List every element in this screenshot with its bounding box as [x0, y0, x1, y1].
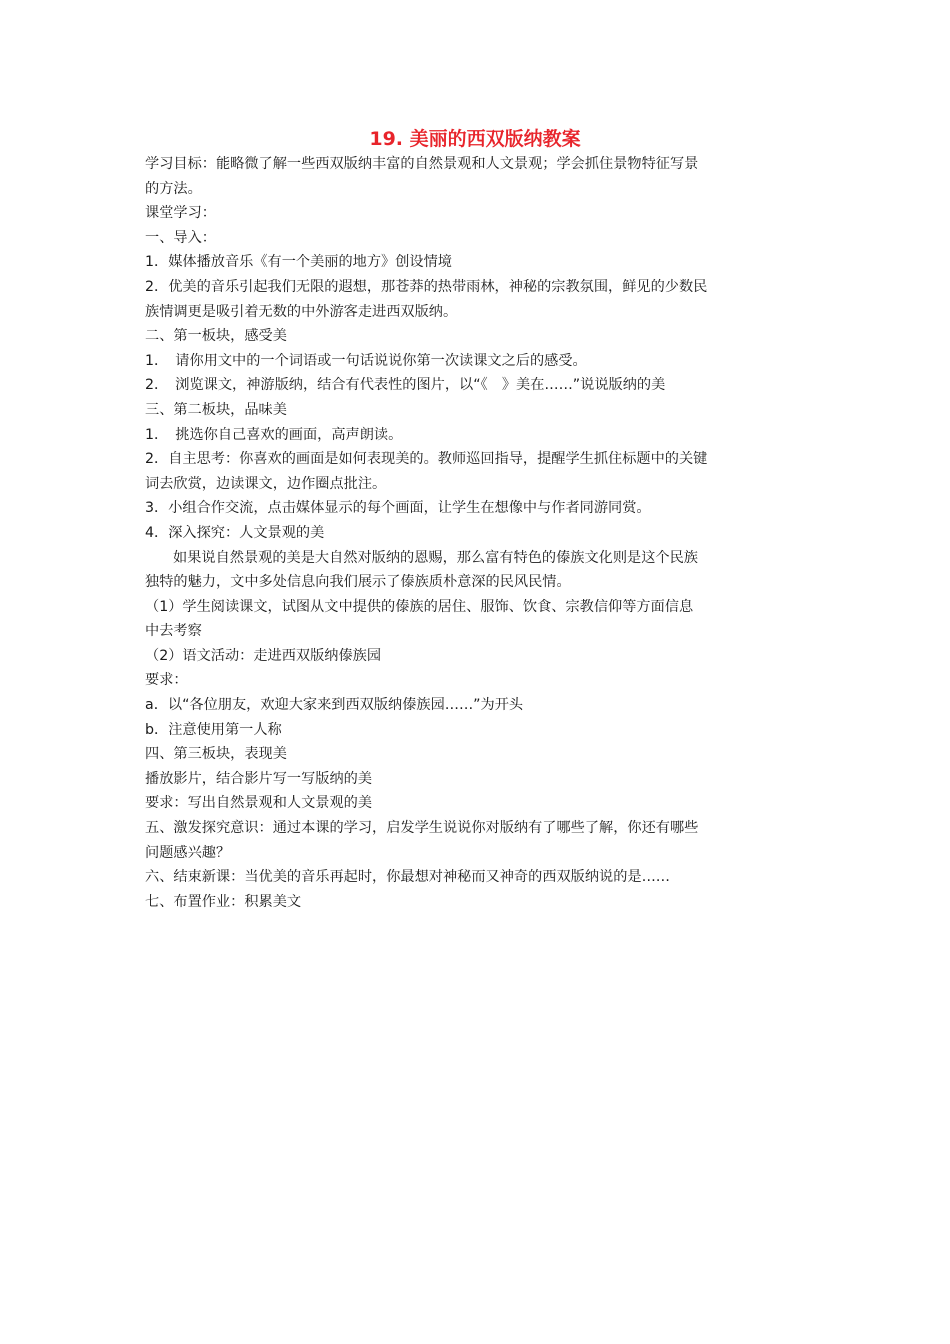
body-line: （2）语文活动：走进西双版纳傣族园 [145, 647, 382, 664]
body-line: 七、布置作业：积累美文 [145, 893, 302, 910]
body-line: 播放影片，结合影片写一写版纳的美 [145, 770, 373, 787]
body-line: a．以“各位朋友，欢迎大家来到西双版纳傣族园……”为开头 [145, 697, 524, 714]
section-heading: 四、第三板块，表现美 [145, 746, 287, 763]
body-line: 族情调更是吸引着无数的中外游客走进西双版纳。 [145, 303, 458, 320]
document-title: 19. 美丽的西双版纳教案 [369, 128, 581, 150]
body-line: 词去欣赏，边读课文，边作圈点批注。 [145, 475, 387, 492]
section-heading: 一、导入： [145, 229, 216, 246]
body-line: 1． 请你用文中的一个词语或一句话说说你第一次读课文之后的感受。 [145, 352, 587, 369]
body-line: 1．媒体播放音乐《有一个美丽的地方》创设情境 [145, 254, 452, 271]
body-line: 六、结束新课：当优美的音乐再起时，你最想对神秘而又神奇的西双版纳说的是…… [145, 869, 670, 886]
body-line: 3．小组合作交流，点击媒体显示的每个画面，让学生在想像中与作者同游同赏。 [145, 500, 651, 517]
body-line: 学习目标：能略微了解一些西双版纳丰富的自然景观和人文景观；学会抓住景物特征写景 [145, 156, 699, 172]
body-line: 2．自主思考：你喜欢的画面是如何表现美的。教师巡回指导，提醒学生抓住标题中的关键 [145, 451, 708, 468]
section-heading: 三、第二板块，品味美 [145, 401, 287, 418]
body-line: 1． 挑选你自己喜欢的画面，高声朗读。 [145, 426, 403, 443]
body-paragraph-indented: 如果说自然景观的美是大自然对版纳的恩赐，那么富有特色的傣族文化则是这个民族 [173, 549, 698, 566]
body-line: （1）学生阅读课文，试图从文中提供的傣族的居住、服饰、饮食、宗教信仰等方面信息 [145, 598, 694, 615]
section-heading: 课堂学习： [145, 205, 216, 222]
body-line: 的方法。 [145, 180, 202, 197]
body-line: 4．深入探究：人文景观的美 [145, 524, 325, 541]
body-line: b．注意使用第一人称 [145, 721, 282, 738]
body-line: 2． 浏览课文，神游版纳，结合有代表性的图片，以“《 》美在……”说说版纳的美 [145, 377, 666, 394]
document-body [145, 152, 815, 914]
body-line: 要求： [145, 672, 188, 689]
body-line: 问题感兴趣？ [145, 844, 231, 861]
section-heading: 二、第一板块，感受美 [145, 328, 287, 345]
body-line: 中去考察 [145, 623, 202, 640]
body-line: 五、激发探究意识：通过本课的学习，启发学生说说你对版纳有了哪些了解，你还有哪些 [145, 820, 699, 837]
body-line: 独特的魅力，文中多处信息向我们展示了傣族质朴意深的民风民情。 [145, 574, 571, 591]
body-line: 2．优美的音乐引起我们无限的遐想，那苍莽的热带雨林，神秘的宗教氛围，鲜见的少数民 [145, 278, 708, 295]
body-line: 要求：写出自然景观和人文景观的美 [145, 795, 373, 812]
